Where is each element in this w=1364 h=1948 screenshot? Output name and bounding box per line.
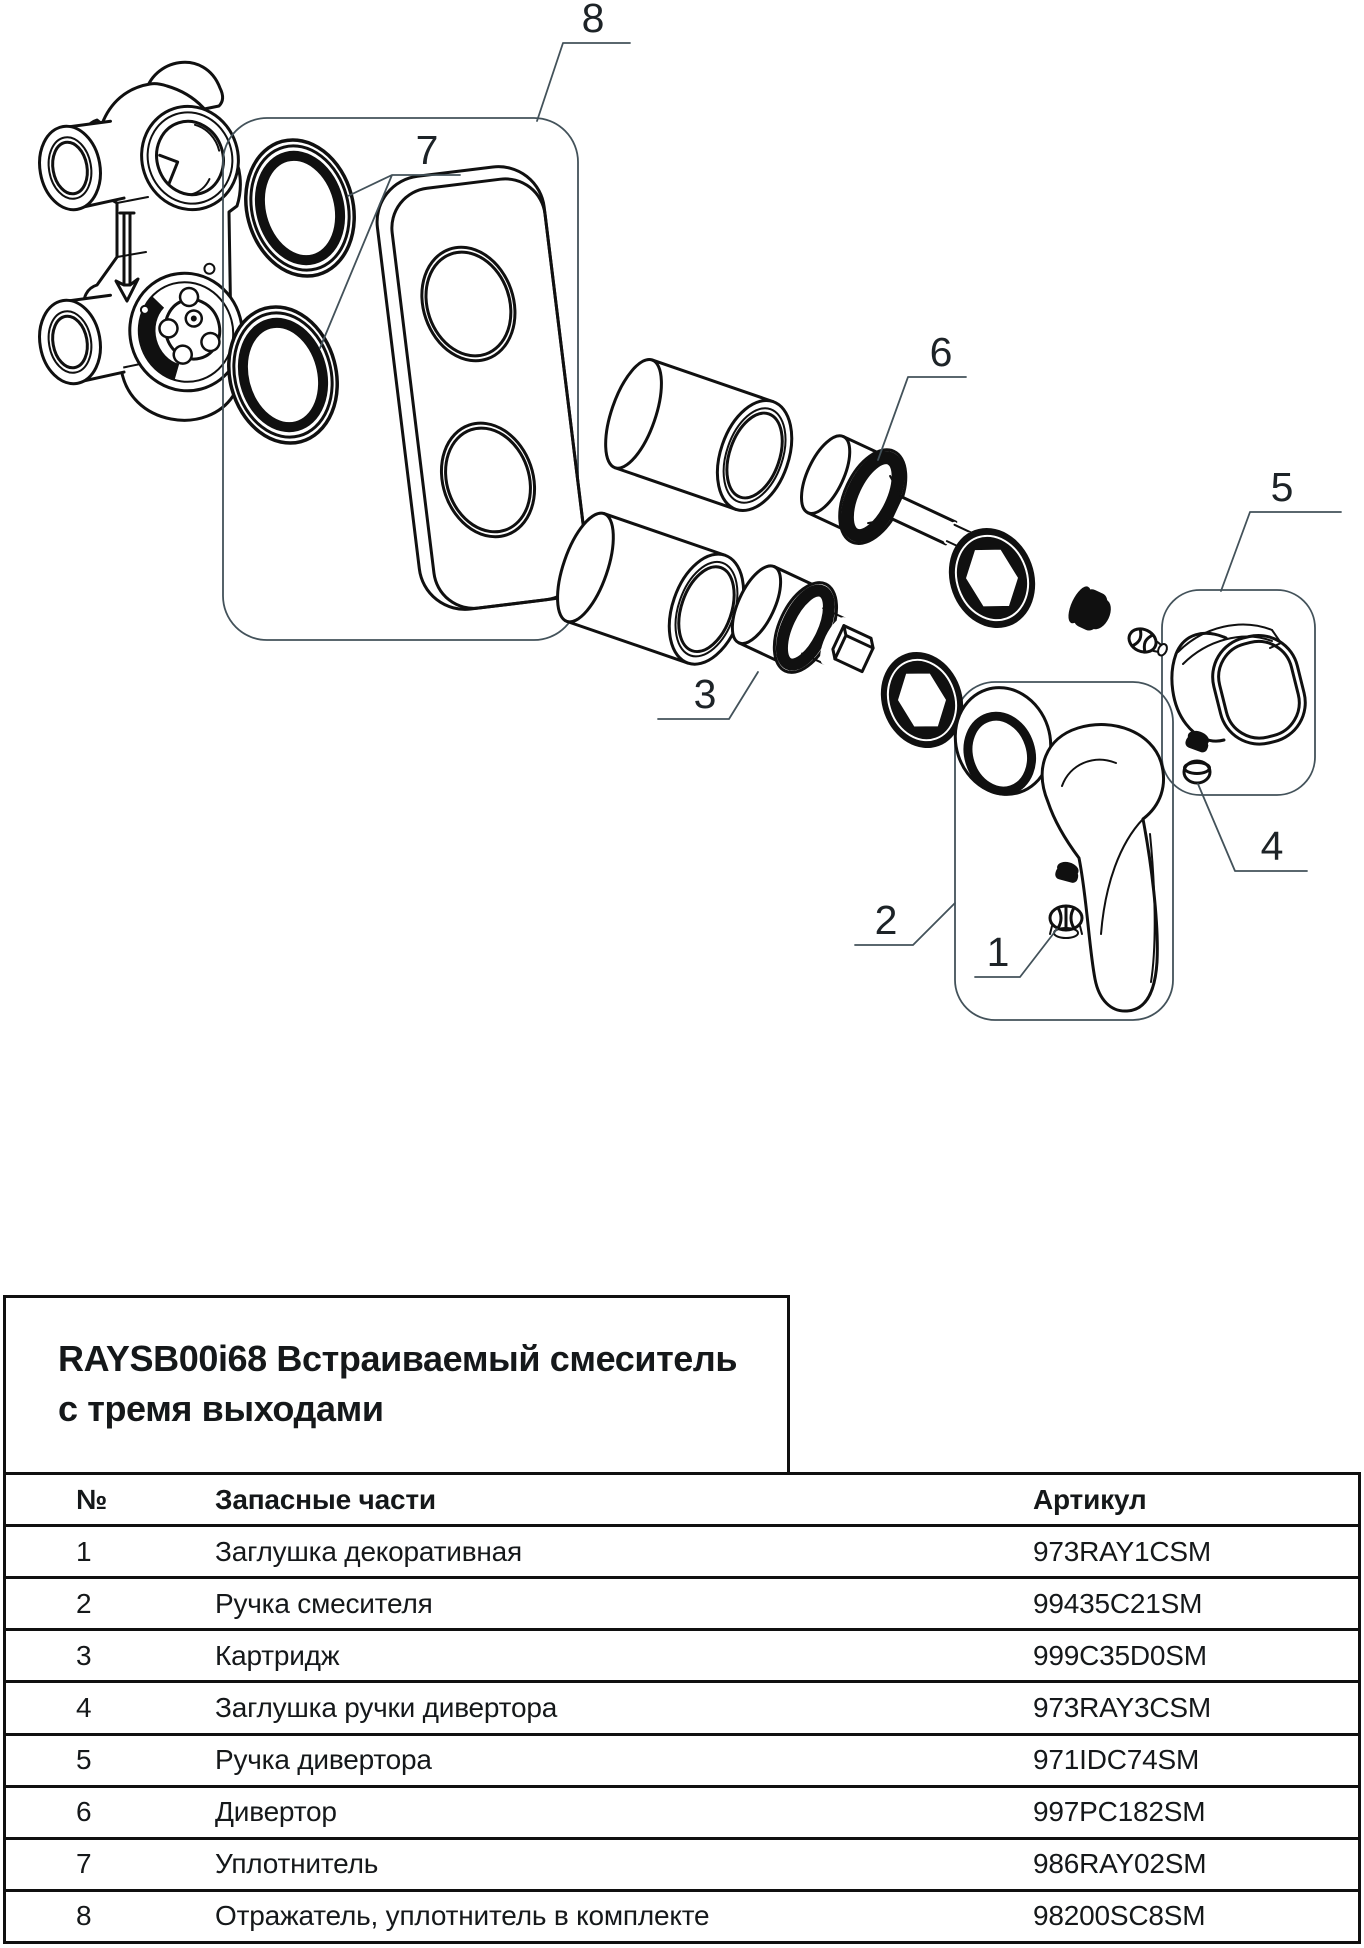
callout-5: 5: [1270, 464, 1294, 510]
divertor-handle-grommet: [1184, 761, 1210, 783]
product-title-box: [3, 1295, 790, 1472]
sleeve-upper: [594, 353, 805, 521]
callout-7: 7: [415, 127, 439, 173]
cell-part: Ручка смесителя: [215, 1587, 433, 1619]
cell-num: 8: [76, 1900, 92, 1932]
callout-3: 3: [693, 671, 717, 717]
decorative-plug: [1054, 860, 1081, 884]
callout-1: 1: [986, 929, 1010, 975]
cell-sku: 999C35D0SM: [1033, 1639, 1207, 1671]
cell-part: Отражатель, уплотнитель в комплекте: [215, 1900, 710, 1932]
cell-part: Заглушка ручки дивертора: [215, 1691, 558, 1723]
cell-num: 3: [76, 1639, 92, 1671]
table-row: [6, 1840, 1358, 1892]
product-title-line1: RAYSB00i68 Встраиваемый смеситель: [58, 1338, 738, 1379]
cell-sku: 98200SC8SM: [1033, 1900, 1206, 1932]
product-title: [6, 1298, 787, 1434]
header-part: Запасные части: [215, 1483, 436, 1515]
table-row: [6, 1892, 1358, 1941]
parts-info-section: [3, 1295, 1361, 1944]
table-row: [6, 1527, 1358, 1579]
table-row: [6, 1631, 1358, 1683]
cell-num: 7: [76, 1848, 92, 1880]
header-sku: Артикул: [1033, 1483, 1147, 1515]
callout-8: 8: [581, 0, 605, 41]
product-title-line2: с тремя выходами: [58, 1388, 384, 1429]
inlet-port-upper: [33, 118, 124, 214]
callout-6: 6: [929, 329, 953, 375]
cell-part: Уплотнитель: [215, 1848, 379, 1880]
cell-part: Ручка дивертора: [215, 1744, 432, 1776]
table-row: [6, 1788, 1358, 1840]
cell-part: Картридж: [215, 1639, 340, 1671]
cell-num: 2: [76, 1587, 92, 1619]
table-row: [6, 1683, 1358, 1735]
cartridge: [720, 554, 889, 701]
cell-part: Заглушка декоративная: [215, 1535, 523, 1567]
table-header-row: [6, 1475, 1358, 1527]
seal-ring-top: [231, 128, 369, 289]
cell-sku: 971IDC74SM: [1033, 1744, 1200, 1776]
cell-sku: 986RAY02SM: [1033, 1848, 1207, 1880]
inlet-port-lower: [33, 292, 124, 388]
header-num: №: [76, 1483, 108, 1515]
cell-num: 4: [76, 1691, 92, 1723]
cell-num: 1: [76, 1535, 92, 1567]
cell-sku: 973RAY3CSM: [1033, 1691, 1212, 1723]
divertor-cap-plug: [1064, 583, 1117, 636]
table-row: [6, 1736, 1358, 1788]
callout-4: 4: [1260, 823, 1284, 869]
cell-sku: 973RAY1CSM: [1033, 1535, 1212, 1567]
cell-sku: 997PC182SM: [1033, 1796, 1206, 1828]
table-row: [6, 1579, 1358, 1631]
wall-plate: [372, 161, 592, 614]
divertor-handle-screw: [1125, 625, 1171, 662]
cell-sku: 99435C21SM: [1033, 1587, 1203, 1619]
valve-body-drawing: [33, 62, 255, 420]
sleeve-lower: [546, 506, 757, 674]
cell-num: 6: [76, 1796, 92, 1828]
cell-num: 5: [76, 1744, 92, 1776]
spare-parts-table: [3, 1472, 1361, 1944]
callout-2: 2: [874, 897, 898, 943]
cell-part: Дивертор: [215, 1796, 337, 1828]
